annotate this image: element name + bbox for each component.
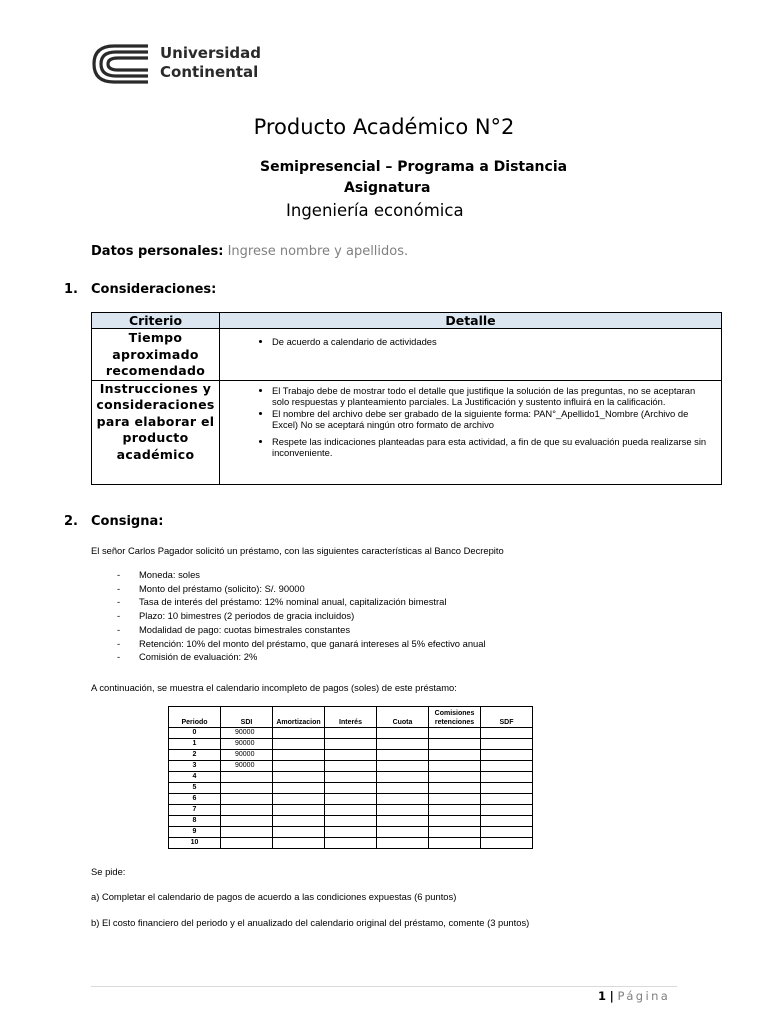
- table-row: [169, 827, 533, 838]
- subtitle-label: Asignatura: [344, 180, 431, 196]
- schedule-cell[interactable]: [325, 728, 377, 739]
- schedule-cell[interactable]: [481, 761, 533, 772]
- subject-name: Ingeniería económica: [286, 201, 464, 220]
- table-row: [169, 838, 533, 849]
- personal-label: Datos personales:: [91, 244, 224, 259]
- schedule-cell[interactable]: [481, 794, 533, 805]
- schedule-cell[interactable]: [377, 750, 429, 761]
- se-pide-label: Se pide:: [91, 866, 126, 877]
- period-cell: 4: [169, 772, 221, 783]
- characteristics-list: [117, 568, 486, 664]
- schedule-cell[interactable]: [273, 838, 325, 849]
- schedule-cell[interactable]: [325, 772, 377, 783]
- schedule-cell[interactable]: [377, 739, 429, 750]
- schedule-cell[interactable]: [377, 794, 429, 805]
- schedule-cell[interactable]: [481, 827, 533, 838]
- detalle-item: • El Trabajo debe de mostrar todo el detalle que justifique la solución de las preguntas, no se aceptaran solo respuestas y planteamiento parciales. La Justificación y sustento influirá en la calificación.: [272, 385, 713, 408]
- period-cell: 1: [169, 739, 221, 750]
- table-row: [169, 739, 533, 750]
- schedule-cell[interactable]: [377, 838, 429, 849]
- page-separator: |: [609, 989, 614, 1003]
- considerations-table: [91, 312, 722, 485]
- list-item: - Monto del préstamo (solicito): S/. 90000: [117, 582, 486, 596]
- schedule-cell[interactable]: [377, 805, 429, 816]
- period-cell: 8: [169, 816, 221, 827]
- col-header-sdf: SDF: [481, 707, 533, 728]
- list-item: - Plazo: 10 bimestres (2 periodos de gracia incluidos): [117, 609, 486, 623]
- period-cell: 9: [169, 827, 221, 838]
- table-row: [92, 380, 722, 484]
- schedule-body: [169, 728, 533, 849]
- period-cell: 0: [169, 728, 221, 739]
- schedule-cell[interactable]: [273, 750, 325, 761]
- schedule-cell[interactable]: [273, 728, 325, 739]
- col-header-criterio: Criterio: [92, 313, 220, 329]
- table-row: [169, 805, 533, 816]
- section1-title: Consideraciones:: [91, 282, 217, 297]
- schedule-cell[interactable]: [481, 783, 533, 794]
- page-number: 1: [598, 989, 607, 1003]
- schedule-cell[interactable]: [325, 750, 377, 761]
- schedule-cell[interactable]: [481, 816, 533, 827]
- section1-number: 1.: [64, 282, 78, 297]
- schedule-cell: 90000: [221, 728, 273, 739]
- period-cell: 6: [169, 794, 221, 805]
- table-row: [92, 329, 722, 381]
- schedule-cell: [221, 827, 273, 838]
- schedule-cell[interactable]: [429, 827, 481, 838]
- schedule-header-row: [169, 707, 533, 728]
- schedule-cell: [221, 772, 273, 783]
- section2-title: Consigna:: [91, 514, 164, 529]
- period-cell: 3: [169, 761, 221, 772]
- table-row: [169, 816, 533, 827]
- col-header-detalle: Detalle: [220, 313, 722, 329]
- table-row: [169, 772, 533, 783]
- schedule-cell[interactable]: [377, 772, 429, 783]
- col-header-comisiones: Comisiones retenciones: [429, 707, 481, 728]
- table-row: [169, 761, 533, 772]
- schedule-cell[interactable]: [429, 783, 481, 794]
- list-item: - Tasa de interés del préstamo: 12% nominal anual, capitalización bimestral: [117, 595, 486, 609]
- page-footer: [598, 989, 670, 1003]
- period-cell: 10: [169, 838, 221, 849]
- schedule-cell: [221, 783, 273, 794]
- schedule-cell[interactable]: [481, 772, 533, 783]
- schedule-cell[interactable]: [429, 816, 481, 827]
- subtitle-mode: Semipresencial – Programa a Distancia: [260, 159, 568, 175]
- schedule-cell[interactable]: [377, 728, 429, 739]
- list-item: - Modalidad de pago: cuotas bimestrales constantes: [117, 623, 486, 637]
- table-row: [169, 728, 533, 739]
- table-row: [169, 750, 533, 761]
- schedule-cell[interactable]: [429, 728, 481, 739]
- schedule-cell: 90000: [221, 750, 273, 761]
- schedule-cell[interactable]: [377, 761, 429, 772]
- table-row: [169, 794, 533, 805]
- payment-schedule-table: [168, 706, 533, 849]
- intro-paragraph: El señor Carlos Pagador solicitó un préstamo, con las siguientes características al Banco Decrepito: [91, 545, 504, 556]
- page-title: Producto Académico N°2: [253, 115, 515, 139]
- schedule-cell[interactable]: [325, 794, 377, 805]
- schedule-cell[interactable]: [325, 739, 377, 750]
- schedule-cell[interactable]: [325, 761, 377, 772]
- schedule-cell[interactable]: [273, 739, 325, 750]
- schedule-cell[interactable]: [325, 838, 377, 849]
- col-header-amortizacion: Amortizacion: [273, 707, 325, 728]
- criterio-cell: Tiempo aproximado recomendado: [92, 329, 220, 381]
- schedule-cell[interactable]: [273, 772, 325, 783]
- schedule-cell[interactable]: [325, 805, 377, 816]
- col-header-interes: Interés: [325, 707, 377, 728]
- section-heading-2: [64, 514, 163, 529]
- schedule-cell: [221, 816, 273, 827]
- schedule-cell[interactable]: [273, 805, 325, 816]
- schedule-cell: [221, 838, 273, 849]
- col-header-sdi: SDI: [221, 707, 273, 728]
- schedule-cell[interactable]: [481, 739, 533, 750]
- question-b: b) El costo financiero del periodo y el anualizado del calendario original del préstamo, comente (3 puntos): [91, 917, 530, 928]
- schedule-cell[interactable]: [377, 816, 429, 827]
- logo-line2: Continental: [160, 63, 259, 81]
- schedule-cell[interactable]: [429, 739, 481, 750]
- schedule-cell[interactable]: [377, 827, 429, 838]
- schedule-cell[interactable]: [377, 783, 429, 794]
- col-header-periodo: Periodo: [169, 707, 221, 728]
- schedule-cell[interactable]: [325, 827, 377, 838]
- detalle-cell: [220, 329, 722, 381]
- section2-number: 2.: [64, 514, 78, 529]
- logo-text: [160, 44, 261, 82]
- logo-line1: Universidad: [160, 44, 262, 62]
- col-header-cuota: Cuota: [377, 707, 429, 728]
- period-cell: 7: [169, 805, 221, 816]
- schedule-cell[interactable]: [429, 772, 481, 783]
- footer-divider: [91, 986, 677, 987]
- detalle-item: • El nombre del archivo debe ser grabado de la siguiente forma: PAN°_Apellido1_Nombre (Archivo de Excel) No se aceptará ningún otro formato de archivo: [272, 408, 713, 431]
- page-word: Página: [617, 989, 671, 1003]
- schedule-cell[interactable]: [481, 728, 533, 739]
- schedule-cell[interactable]: [429, 761, 481, 772]
- list-item: - Comisión de evaluación: 2%: [117, 650, 486, 664]
- schedule-cell[interactable]: [429, 805, 481, 816]
- schedule-cell[interactable]: [481, 838, 533, 849]
- schedule-cell: [221, 794, 273, 805]
- schedule-cell[interactable]: [429, 750, 481, 761]
- schedule-cell[interactable]: [481, 750, 533, 761]
- question-a: a) Completar el calendario de pagos de acuerdo a las condiciones expuestas (6 puntos): [91, 891, 457, 902]
- section-heading-1: [64, 282, 216, 297]
- schedule-intro: A continuación, se muestra el calendario incompleto de pagos (soles) de este préstamo:: [91, 682, 457, 693]
- schedule-cell[interactable]: [273, 816, 325, 827]
- schedule-cell[interactable]: [429, 794, 481, 805]
- schedule-cell: 90000: [221, 761, 273, 772]
- list-item: - Retención: 10% del monto del préstamo, que ganará intereses al 5% efectivo anual: [117, 637, 486, 651]
- schedule-cell: [221, 805, 273, 816]
- detalle-cell: [220, 380, 722, 484]
- schedule-cell[interactable]: [429, 838, 481, 849]
- period-cell: 2: [169, 750, 221, 761]
- schedule-cell[interactable]: [481, 805, 533, 816]
- schedule-cell[interactable]: [273, 794, 325, 805]
- schedule-cell[interactable]: [273, 761, 325, 772]
- schedule-cell[interactable]: [325, 783, 377, 794]
- detalle-item: • De acuerdo a calendario de actividades: [272, 336, 721, 348]
- table-row: [169, 783, 533, 794]
- personal-placeholder[interactable]: Ingrese nombre y apellidos.: [227, 244, 409, 259]
- personal-data: [91, 244, 408, 259]
- list-item: - Moneda: soles: [117, 568, 486, 582]
- detalle-item: • Respete las indicaciones planteadas para esta actividad, a fin de que su evaluación pueda realizarse sin inconveniente.: [272, 436, 713, 459]
- schedule-cell: 90000: [221, 739, 273, 750]
- schedule-cell[interactable]: [325, 816, 377, 827]
- schedule-cell[interactable]: [273, 827, 325, 838]
- criterio-cell: Instrucciones y consideraciones para elaborar el producto académico: [92, 380, 220, 484]
- period-cell: 5: [169, 783, 221, 794]
- schedule-cell[interactable]: [273, 783, 325, 794]
